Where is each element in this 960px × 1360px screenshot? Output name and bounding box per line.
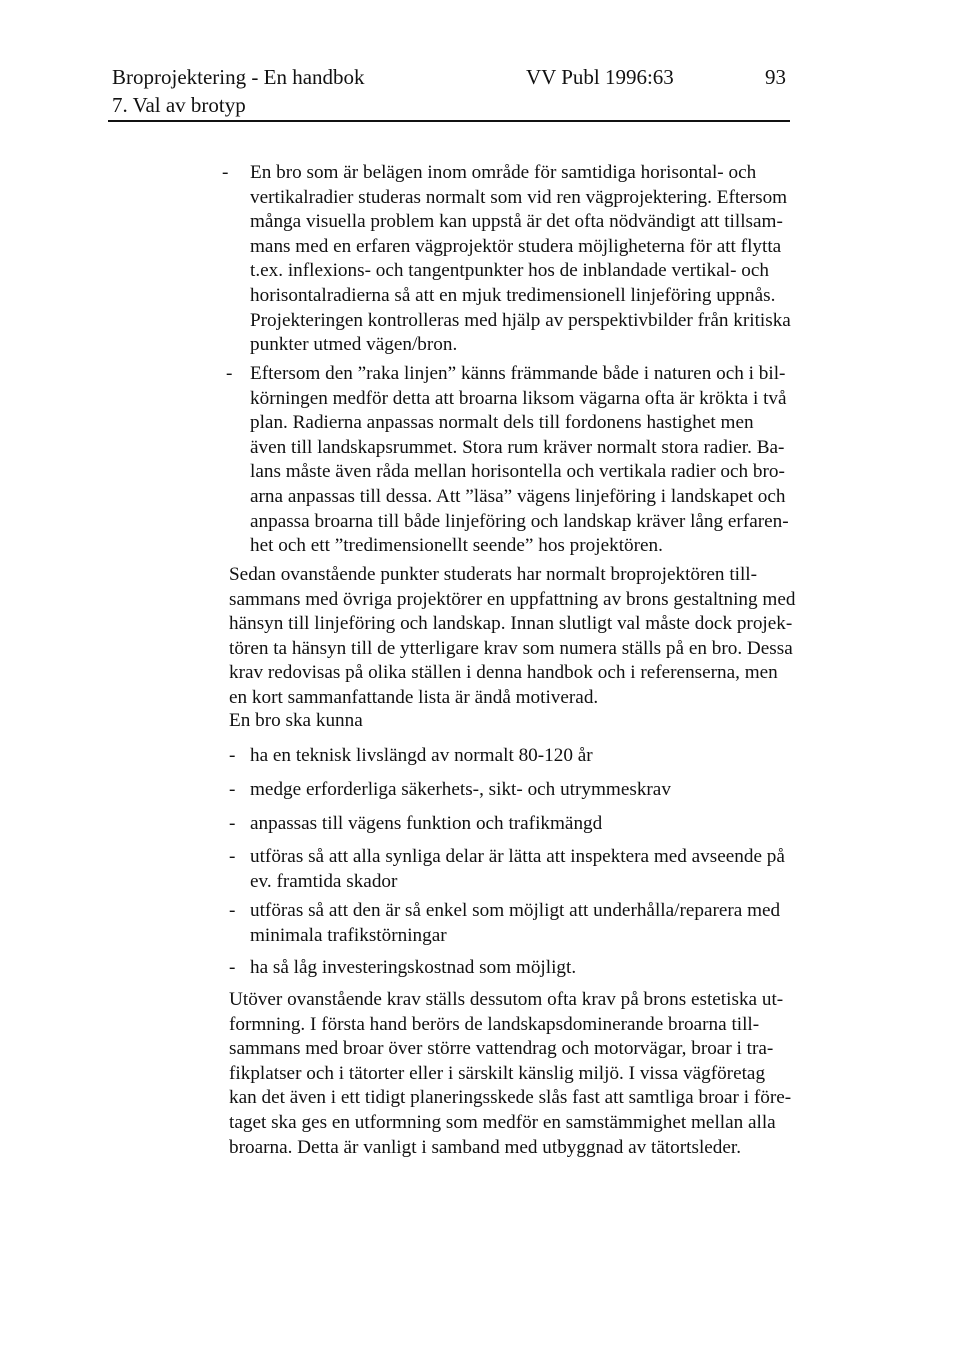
page-number: 93: [765, 65, 786, 89]
text-line: anpassa broarna till både linjeföring och landskap kräver lång erfaren-: [250, 510, 789, 532]
requirement-item-2: [250, 778, 671, 803]
bullet-item-1: [250, 161, 791, 358]
text-line: Sedan ovanstående punkter studerats har normalt broprojektören till-: [229, 564, 758, 585]
text-line: krav redovisas på olika ställen i denna handbok och i referenserna, men: [229, 662, 778, 684]
text-line: arna anpassas till dessa. Att ”läsa” vägens linjeföring i landskapet och: [250, 485, 786, 507]
requirement-item-3: [250, 812, 602, 837]
requirement-item-4: [250, 845, 785, 894]
bullet-dash: -: [229, 813, 236, 834]
text-line: formning. I första hand berörs de landskapsdominerande broarna till-: [229, 1013, 760, 1035]
running-header-title: [112, 63, 365, 119]
text-line: körningen medför detta att broarna liksom vägarna ofta är krökta i två: [250, 387, 787, 409]
text-line: plan. Radierna anpassas normalt dels till fordonens hastighet men: [250, 412, 754, 434]
bullet-dash: -: [229, 957, 236, 978]
header-title-line1: Broprojektering - En handbok: [112, 65, 365, 89]
text-line: Eftersom den ”raka linjen” känns främmande både i naturen och i bil-: [250, 363, 786, 384]
requirements-intro: En bro ska kunna: [229, 710, 363, 731]
requirement-item-6: [250, 956, 576, 981]
bullet-dash: -: [229, 779, 236, 800]
header-title-line2: 7. Val av brotyp: [112, 93, 246, 117]
text-line: utföras så att den är så enkel som möjligt att underhålla/reparera med: [250, 900, 781, 921]
text-line: många visuella problem kan uppstå är det ofta nödvändigt att tillsam-: [250, 211, 783, 233]
text-line: minimala trafikstörningar: [250, 924, 447, 946]
paragraph-1: [229, 563, 795, 711]
text-line: fikplatser och i tätorter eller i särskilt känslig miljö. I vissa vägföretag: [229, 1062, 766, 1084]
requirement-item-5: [250, 899, 780, 948]
text-line: broarna. Detta är vanligt i samband med utbyggnad av tätortsleder.: [229, 1136, 742, 1158]
text-line: taget ska ges en utformning som medför en samstämmighet mellan alla: [229, 1111, 776, 1133]
text-line: kan det även i ett tidigt planeringsskede slås fast att samtliga broar i före-: [229, 1087, 792, 1109]
text-line: lans måste även råda mellan horisontella och vertikala radier och bro-: [250, 461, 785, 483]
requirement-item-1: [250, 744, 593, 769]
bullet-dash: -: [229, 900, 236, 921]
bullet-dash: -: [226, 363, 233, 384]
text-line: tören ta hänsyn till de ytterligare krav som numera ställs på en bro. Dessa: [229, 637, 793, 659]
text-line: anpassas till vägens funktion och trafikmängd: [250, 813, 603, 834]
bullet-dash: -: [229, 846, 236, 867]
text-line: het och ett ”tredimensionellt seende” hos projektören.: [250, 535, 663, 557]
text-line: Utöver ovanstående krav ställs dessutom ofta krav på brons estetiska ut-: [229, 989, 784, 1010]
text-line: hänsyn till linjeföring och landskap. Innan slutligt val måste dock projek-: [229, 613, 793, 635]
text-line: punkter utmed vägen/bron.: [250, 334, 458, 356]
text-line: sammans med broar över större vattendrag och motorvägar, broar i tra-: [229, 1038, 774, 1060]
bullet-item-2: [250, 362, 789, 559]
text-line: En bro som är belägen inom område för samtidiga horisontal- och: [250, 162, 757, 183]
text-line: horisontalradierna så att en mjuk tredimensionell linjeföring uppnås.: [250, 284, 776, 306]
text-line: sammans med övriga projektörer en uppfattning av brons gestaltning med: [229, 588, 796, 610]
text-line: medge erforderliga säkerhets-, sikt- och utrymmeskrav: [250, 779, 671, 800]
header-rule: [108, 120, 790, 122]
text-line: Projekteringen kontrolleras med hjälp av perspektivbilder från kritiska: [250, 309, 791, 331]
text-line: en kort sammanfattande lista är ändå motiverad.: [229, 686, 599, 708]
header-publication: VV Publ 1996:63: [526, 65, 674, 89]
text-line: vertikalradier studeras normalt som vid ren vägprojektering. Eftersom: [250, 186, 788, 208]
text-line: ev. framtida skador: [250, 870, 398, 892]
text-line: ha så låg investeringskostnad som möjligt.: [250, 957, 577, 978]
text-line: t.ex. inflexions- och tangentpunkter hos de inblandade vertikal- och: [250, 260, 769, 282]
bullet-dash: -: [229, 745, 236, 766]
text-line: mans med en erfaren vägprojektör studera möjligheterna för att flytta: [250, 235, 782, 257]
text-line: ha en teknisk livslängd av normalt 80-120 år: [250, 745, 593, 766]
text-line: även till landskapsrummet. Stora rum kräver normalt stora radier. Ba-: [250, 436, 785, 458]
paragraph-2: [229, 988, 791, 1160]
bullet-dash: -: [222, 162, 229, 183]
text-line: utföras så att alla synliga delar är lätta att inspektera med avseende på: [250, 846, 785, 867]
